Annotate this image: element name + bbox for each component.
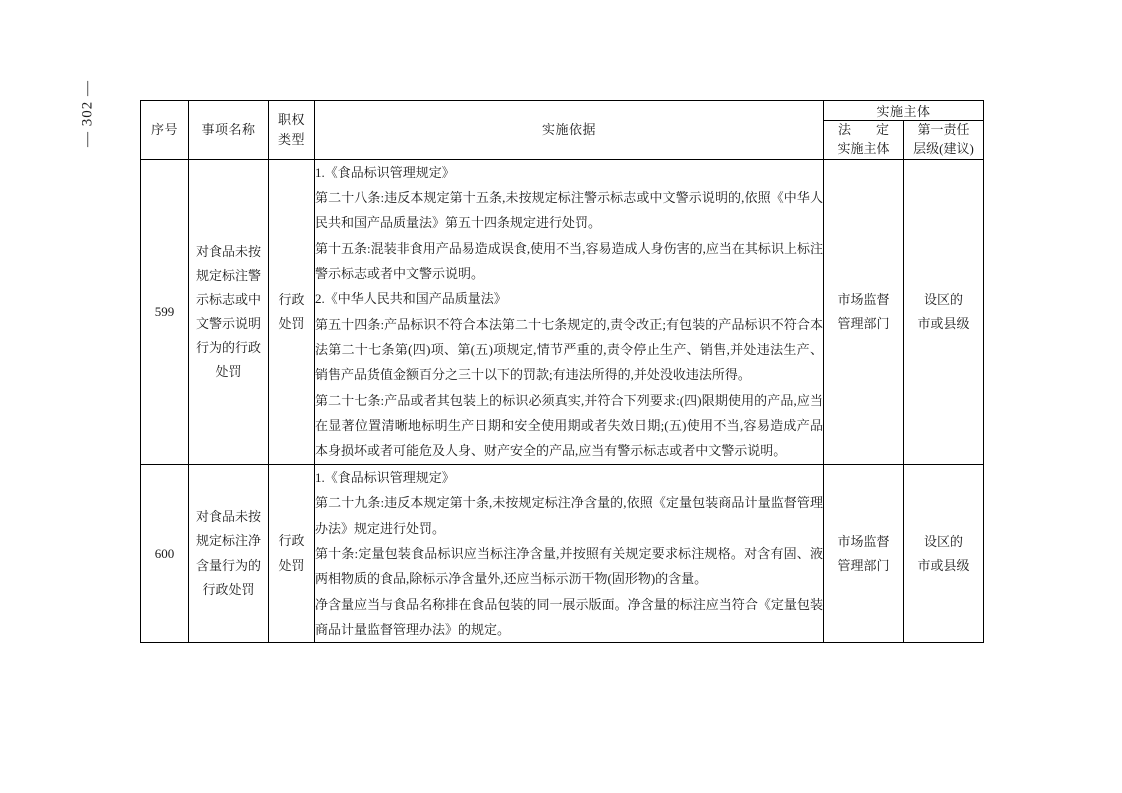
basis-paragraph: 第十条:定量包装食品标识应当标注净含量,并按照有关规定要求标注规格。对含有固、液两相物质的食品,除标示净含量外,还应当标示沥干物(固形物)的含量。 bbox=[315, 545, 823, 587]
responsibility-level-line: 市或县级 bbox=[917, 557, 970, 573]
authority-type-line: 处罚 bbox=[278, 315, 305, 331]
item-name-line: 示标志或中 bbox=[195, 291, 261, 307]
cell-item-name bbox=[189, 159, 269, 464]
header-legal-subject bbox=[824, 121, 904, 160]
responsibility-level-line: 设区的 bbox=[924, 292, 964, 308]
item-name-line: 处罚 bbox=[215, 363, 242, 379]
header-legal-subject-line2: 实施主体 bbox=[837, 140, 890, 156]
table-header-row-1 bbox=[141, 101, 984, 121]
item-name-line: 文警示说明 bbox=[195, 315, 261, 331]
cell-item-name bbox=[189, 464, 269, 642]
table-body bbox=[141, 159, 984, 643]
item-name-line: 对食品未按 bbox=[195, 509, 261, 525]
basis-paragraph: 第五十四条:产品标识不符合本法第二十七条规定的,责令改正;有包装的产品标识不符合本法第二十七条第(四)项、第(五)项规定,情节严重的,责令停止生产、销售,并处违法生产、销售产品货值金额百分之三十以下的罚款;有违法所得的,并处没收违法所得。 bbox=[315, 316, 823, 383]
item-name-line: 行政处罚 bbox=[202, 581, 255, 597]
cell-responsibility-level bbox=[904, 159, 984, 464]
legal-subject-line: 管理部门 bbox=[837, 557, 890, 573]
table-header bbox=[141, 101, 984, 160]
basis-paragraph: 第二十七条:产品或者其包装上的标识必须真实,并符合下列要求:(四)限期使用的产品,应当在显著位置清晰地标明生产日期和安全使用期或者失效日期;(五)使用不当,容易造成产品本身损坏或者可能危及人身、财产安全的产品,应当有警示标志或者中文警示说明。 bbox=[315, 392, 823, 459]
basis-paragraph: 1.《食品标识管理规定》 bbox=[315, 164, 455, 180]
header-legal-subject-line1: 法 定 bbox=[837, 122, 895, 137]
authority-items-table bbox=[140, 100, 984, 643]
basis-paragraph: 净含量应当与食品名称排在食品包装的同一展示版面。净含量的标注应当符合《定量包装商品计量监督管理办法》的规定。 bbox=[315, 596, 823, 637]
basis-paragraph: 2.《中华人民共和国产品质量法》 bbox=[315, 291, 507, 307]
header-implementation-basis: 实施依据 bbox=[315, 101, 824, 160]
header-responsibility-level bbox=[904, 121, 984, 160]
header-responsibility-level-line2: 层级(建议) bbox=[913, 140, 974, 156]
basis-paragraph: 第二十八条:违反本规定第十五条,未按规定标注警示标志或中文警示说明的,依照《中华人民共和国产品质量法》第五十四条规定进行处罚。 bbox=[315, 190, 823, 231]
item-name-line: 规定标注警 bbox=[195, 267, 261, 283]
cell-implementation-basis bbox=[315, 159, 824, 464]
item-name-line: 规定标注净 bbox=[195, 533, 261, 549]
authority-type-line: 行政 bbox=[278, 291, 305, 307]
cell-authority-type bbox=[269, 159, 315, 464]
responsibility-level-line: 市或县级 bbox=[917, 315, 970, 331]
cell-responsibility-level bbox=[904, 464, 984, 642]
item-name-line: 行为的行政 bbox=[195, 339, 261, 355]
cell-legal-subject bbox=[824, 464, 904, 642]
item-name-line: 对食品未按 bbox=[195, 243, 261, 259]
basis-paragraph: 1.《食品标识管理规定》 bbox=[315, 469, 455, 485]
header-responsibility-level-line1: 第一责任 bbox=[917, 122, 970, 137]
page-number: — 302 — bbox=[79, 80, 96, 147]
legal-subject-line: 管理部门 bbox=[837, 315, 890, 331]
legal-subject-line: 市场监督 bbox=[837, 292, 890, 308]
header-authority-type-line1: 职权 bbox=[277, 112, 305, 128]
header-authority-type bbox=[269, 101, 315, 160]
table-row bbox=[141, 159, 984, 464]
cell-implementation-basis bbox=[315, 464, 824, 642]
authority-type-line: 处罚 bbox=[278, 557, 305, 573]
header-authority-type-line2: 类型 bbox=[277, 131, 305, 147]
header-implementation-subject: 实施主体 bbox=[824, 101, 984, 121]
cell-seq: 599 bbox=[141, 159, 189, 464]
header-item-name: 事项名称 bbox=[189, 101, 269, 160]
table-row bbox=[141, 464, 984, 642]
responsibility-level-line: 设区的 bbox=[924, 534, 964, 550]
basis-paragraph: 第十五条:混装非食用产品易造成误食,使用不当,容易造成人身伤害的,应当在其标识上标注警示标志或者中文警示说明。 bbox=[315, 240, 823, 282]
cell-authority-type bbox=[269, 464, 315, 642]
item-name-line: 含量行为的 bbox=[195, 557, 261, 573]
basis-paragraph: 第二十九条:违反本规定第十条,未按规定标注净含量的,依照《定量包装商品计量监督管理办法》规定进行处罚。 bbox=[315, 495, 823, 536]
cell-seq: 600 bbox=[141, 464, 189, 642]
header-seq: 序号 bbox=[141, 101, 189, 160]
authority-type-line: 行政 bbox=[278, 533, 305, 549]
legal-subject-line: 市场监督 bbox=[837, 534, 890, 550]
cell-legal-subject bbox=[824, 159, 904, 464]
